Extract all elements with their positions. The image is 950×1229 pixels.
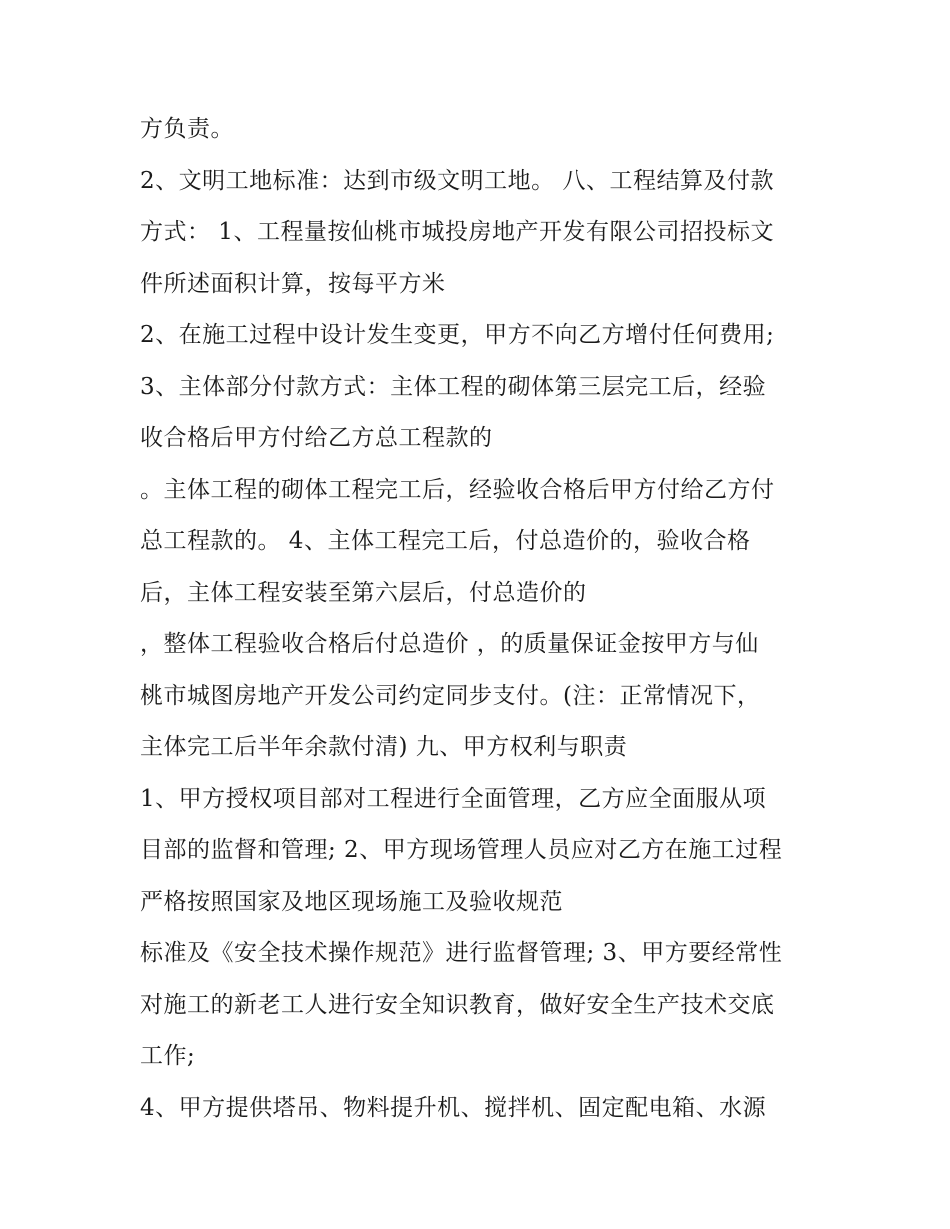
text-line: 工作; <box>140 1043 196 1069</box>
text-line: 件所述面积计算，按每平方米 <box>140 270 446 297</box>
text-line: 标准及《安全技术操作规范》进行监督管理; 3、甲方要经常性 <box>140 940 783 966</box>
text-line: 2、在施工过程中设计发生变更，甲方不向乙方增付任何费用; <box>140 322 775 348</box>
text-line: 4、甲方提供塔吊、物料提升机、搅拌机、固定配电箱、水源 <box>140 1094 767 1121</box>
text-line: 。主体工程的砌体工程完工后，经验收合格后甲方付给乙方付 <box>140 476 775 503</box>
text-line: 2、文明工地标准：达到市级文明工地。 八、工程结算及付款 <box>140 167 774 194</box>
text-line: 严格按照国家及地区现场施工及验收规范 <box>140 888 563 915</box>
document-body <box>140 104 820 1134</box>
text-line: ，整体工程验收合格后付总造价 ，的质量保证金按甲方与仙 <box>140 631 759 657</box>
text-line: 1、甲方授权项目部对工程进行全面管理，乙方应全面服从项 <box>140 785 767 812</box>
text-line: 收合格后甲方付给乙方总工程款的 <box>140 425 493 451</box>
text-line: 方式： 1、工程量按仙桃市城投房地产开发有限公司招投标文 <box>140 219 774 245</box>
text-line: 总工程款的。 4、主体工程完工后，付总造价的，验收合格 <box>140 528 751 554</box>
text-line: 主体完工后半年余款付清) 九、甲方权利与职责 <box>140 734 628 760</box>
text-line: 目部的监督和管理; 2、甲方现场管理人员应对乙方在施工过程 <box>140 837 783 863</box>
text-line: 方负责。 <box>140 116 234 142</box>
text-line: 3、主体部分付款方式：主体工程的砌体第三层完工后，经验 <box>140 373 767 400</box>
text-line: 对施工的新老工人进行安全知识教育，做好安全生产技术交底 <box>140 991 775 1018</box>
text-line: 后，主体工程安装至第六层后，付总造价的 <box>140 579 587 606</box>
text-line: 桃市城图房地产开发公司约定同步支付。(注：正常情况下， <box>140 682 761 709</box>
